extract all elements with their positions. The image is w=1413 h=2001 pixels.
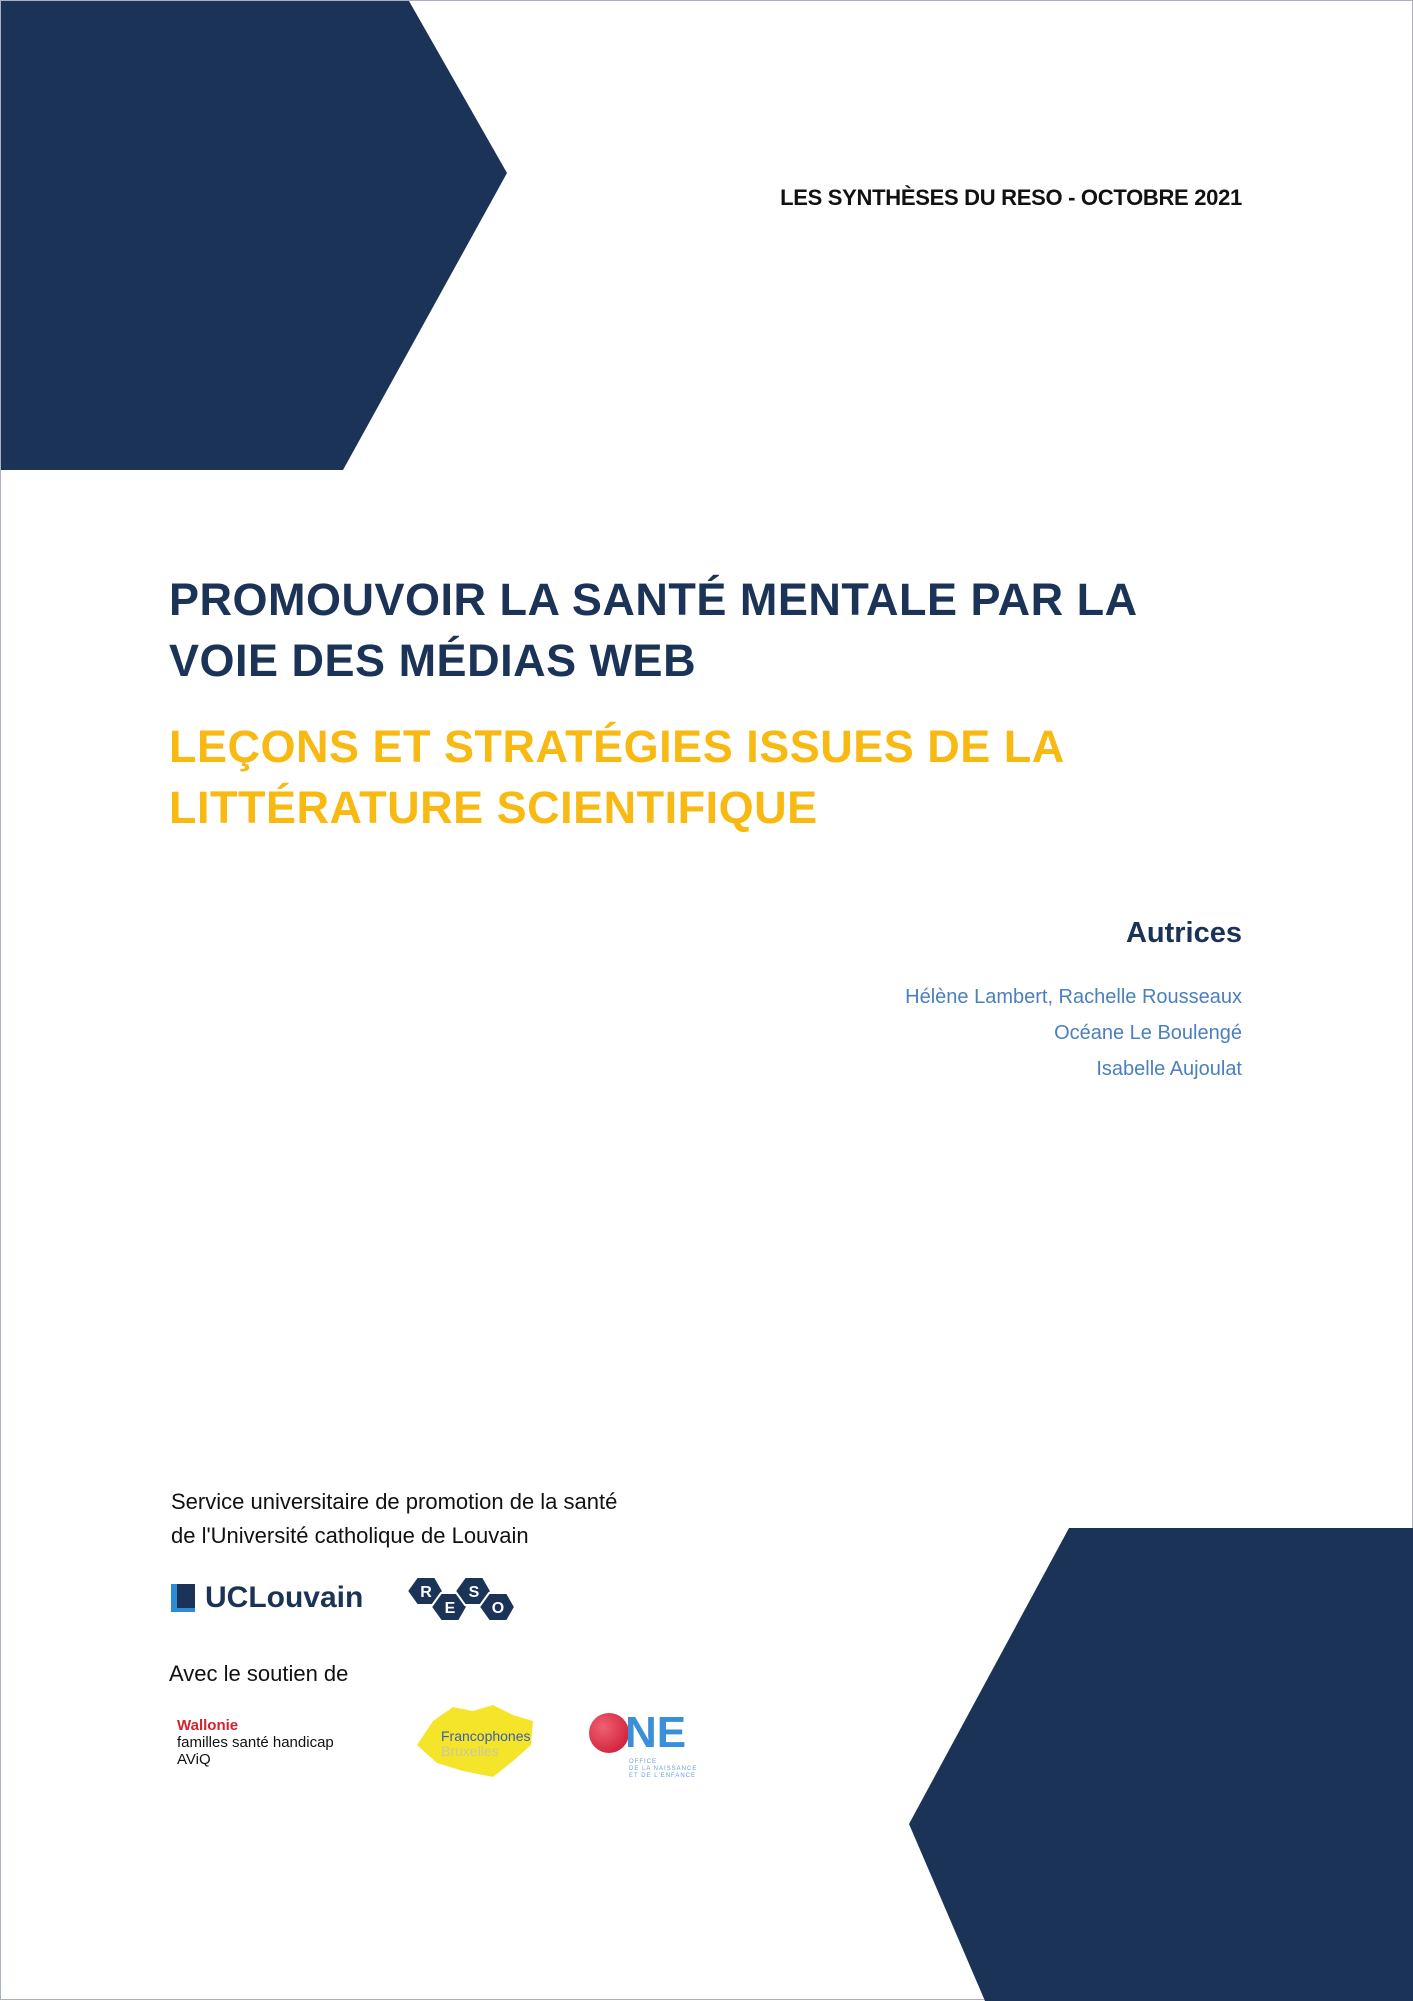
one-ball-icon (589, 1713, 629, 1753)
bottom-right-hexagon-shape (909, 1528, 1413, 2001)
publisher-line: de l'Université catholique de Louvain (171, 1523, 529, 1548)
wallonie-aviq-logo (177, 1717, 334, 1768)
uclouvain-mark-icon (171, 1584, 195, 1612)
wallonie-logo-subtext: familles santé handicap (177, 1734, 334, 1751)
authors-list (905, 979, 1242, 1087)
francophones-logo-text: Francophones (441, 1728, 531, 1744)
one-sub-line: OFFICE (629, 1759, 657, 1765)
title-line: PROMOUVOIR LA SANTÉ MENTALE PAR LA (169, 574, 1138, 625)
publisher-text (171, 1485, 617, 1553)
francophones-bruxelles-logo (441, 1729, 531, 1759)
title-line: VOIE DES MÉDIAS WEB (169, 635, 697, 686)
author-line: Isabelle Aujoulat (1096, 1058, 1242, 1080)
bruxelles-logo-text: Bruxelles (441, 1743, 499, 1759)
reso-letter: O (491, 1600, 505, 1617)
one-logo-subtext (629, 1759, 697, 1780)
one-sub-line: DE LA NAISSANCE (629, 1766, 698, 1772)
one-logo-text: NE (625, 1708, 687, 1757)
author-line: Hélène Lambert, Rachelle Rousseaux (905, 986, 1242, 1008)
reso-logo (401, 1573, 521, 1629)
support-label: Avec le soutien de (169, 1661, 349, 1686)
document-subtitle (169, 716, 1065, 838)
series-label: LES SYNTHÈSES DU RESO - OCTOBRE 2021 (780, 185, 1242, 210)
uclouvain-logo-text: UCLouvain (205, 1581, 364, 1614)
top-left-hexagon-shape (1, 1, 507, 470)
reso-letter: E (444, 1600, 456, 1617)
wallonie-logo-text: Wallonie (177, 1717, 239, 1734)
publisher-line: Service universitaire de promotion de la santé (171, 1489, 618, 1514)
subtitle-line: LITTÉRATURE SCIENTIFIQUE (169, 782, 818, 833)
one-sub-line: ET DE L'ENFANCE (629, 1773, 697, 1779)
authors-heading: Autrices (1125, 917, 1242, 949)
reso-letter: R (420, 1584, 432, 1601)
document-title (169, 569, 1138, 691)
one-logo (589, 1708, 687, 1757)
aviq-logo-text: AViQ (177, 1751, 211, 1768)
author-line: Océane Le Boulengé (1054, 1022, 1242, 1044)
reso-letter: S (468, 1584, 480, 1601)
uclouvain-logo (171, 1581, 363, 1615)
subtitle-line: LEÇONS ET STRATÉGIES ISSUES DE LA (169, 721, 1065, 772)
